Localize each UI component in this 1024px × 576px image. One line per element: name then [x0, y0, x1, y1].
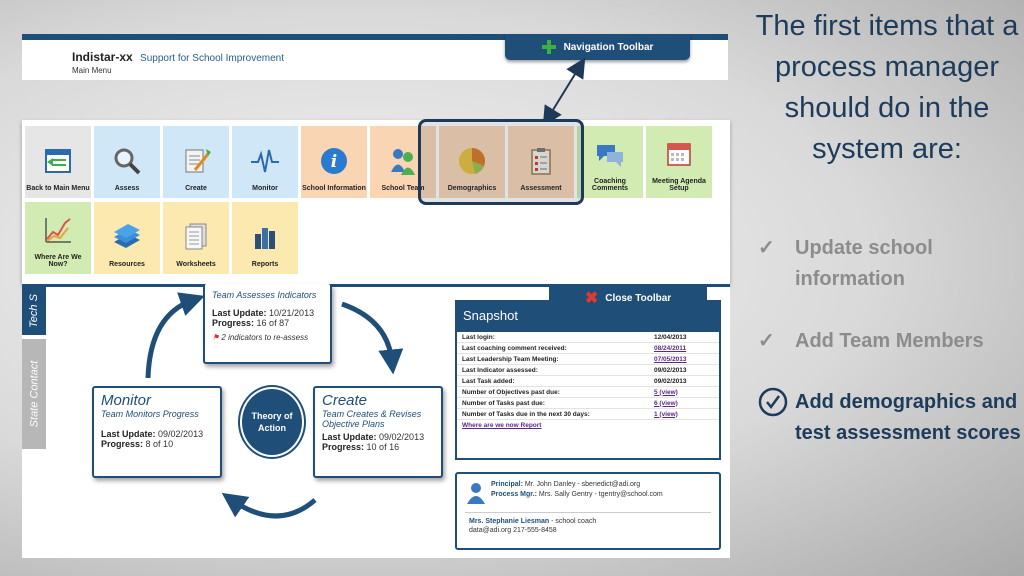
snapshot-row-value[interactable]: 1 (view)	[649, 409, 719, 420]
snapshot-row-label: Last coaching comment received:	[457, 343, 649, 354]
create-title: Create	[322, 392, 368, 409]
tile-label: Demographics	[447, 185, 497, 192]
label: Progress:	[322, 442, 365, 452]
contacts-panel	[455, 472, 721, 550]
snapshot-row	[457, 332, 719, 343]
principal-label: Principal:	[491, 481, 523, 488]
where-are-we-now-report-link[interactable]: Where are we now Report	[462, 422, 542, 429]
bullet-text: Update school information	[795, 237, 933, 290]
snapshot-row	[457, 354, 719, 365]
tile-label: School Team	[381, 185, 425, 192]
create-subtitle: Team Creates & Revises Objective Plans	[322, 409, 422, 429]
checkmark-icon: ✓	[758, 237, 775, 259]
tile-label: Resources	[109, 261, 145, 268]
assess-last-update: 10/21/2013	[269, 308, 315, 318]
theory-of-action-button[interactable]	[240, 387, 304, 457]
reassess-note[interactable]	[212, 333, 323, 342]
tile-label: Reports	[251, 261, 279, 268]
snapshot-row	[457, 398, 719, 409]
create-progress: 10 of 16	[366, 442, 400, 452]
checkmark-icon: ✓	[758, 330, 775, 352]
snapshot-row	[457, 376, 719, 387]
snapshot-row	[457, 387, 719, 398]
snapshot-row-label: Number of Tasks past due:	[457, 398, 649, 409]
snapshot-row-value: 12/04/2013	[649, 332, 719, 343]
state-contact-label: State Contact	[28, 360, 40, 428]
tile-label: Coaching Comments	[591, 178, 629, 192]
snapshot-row-value[interactable]: 6 (view)	[649, 398, 719, 409]
snapshot-row-label: Last Task added:	[457, 376, 649, 387]
snapshot-title: Snapshot	[457, 302, 719, 332]
navigation-toolbar-label: Navigation Toolbar	[563, 41, 654, 53]
coach-contact: data@adi.org 217-555-8458	[469, 527, 557, 534]
tech-tab-label: Tech S	[28, 294, 40, 328]
close-x-icon: ✖	[584, 290, 599, 307]
snapshot-row-label: Number of Objectives past due:	[457, 387, 649, 398]
tile-label: Where Are We Now?	[34, 254, 82, 268]
brand-name: Indistar-xx	[72, 50, 133, 64]
tile-label: Meeting Agenda Setup	[652, 178, 706, 192]
close-toolbar-label: Close Toolbar	[605, 292, 672, 304]
reassess-text: 2 indicators to re-assess	[221, 333, 309, 342]
monitor-title: Monitor	[101, 392, 152, 409]
snapshot-row-value[interactable]: 07/05/2013	[649, 354, 719, 365]
bullet-text: Add demographics and test assessment scores	[795, 391, 1021, 444]
label: Last Update:	[322, 432, 377, 442]
monitor-progress: 8 of 10	[145, 439, 174, 449]
snapshot-row-value[interactable]: 08/24/2011	[649, 343, 719, 354]
tile-label: School Information	[302, 185, 366, 192]
monitor-card[interactable]	[92, 386, 222, 478]
flag-icon: ⚑	[212, 333, 220, 342]
snapshot-row-value: 09/02/2013	[649, 365, 719, 376]
tile-label: Assessment	[520, 185, 562, 192]
principal-value: Mr. John Danley - sbenedict@adi.org	[524, 481, 641, 488]
process-manager-label: Process Mgr.:	[491, 491, 537, 498]
main-menu-link[interactable]: Main Menu	[72, 66, 112, 75]
label: Progress:	[101, 439, 144, 449]
label: Last Update:	[212, 308, 267, 318]
close-toolbar-button[interactable]	[549, 286, 707, 310]
bullet-text: Add Team Members	[795, 330, 984, 352]
tile-label: Assess	[114, 185, 140, 192]
tile-label: Back to Main Menu	[26, 185, 90, 192]
create-last-update: 09/02/2013	[379, 432, 425, 442]
snapshot-row-value: 09/02/2013	[649, 376, 719, 387]
person-icon	[467, 482, 485, 506]
brand-subtitle: Support for School Improvement	[140, 53, 284, 64]
process-manager-value: Mrs. Sally Gentry - tgentry@school.com	[538, 491, 663, 498]
label: Last Update:	[101, 429, 156, 439]
assess-card[interactable]	[203, 284, 332, 364]
tile-label: Worksheets	[176, 261, 216, 268]
theory-label: Theory of Action	[251, 411, 293, 433]
snapshot-row-label: Last Indicator assessed:	[457, 365, 649, 376]
snapshot-panel	[455, 300, 721, 460]
snapshot-row-label: Last login:	[457, 332, 649, 343]
coach-name: Mrs. Stephanie Liesman	[469, 518, 550, 525]
snapshot-row-label: Last Leadership Team Meeting:	[457, 354, 649, 365]
monitor-subtitle: Team Monitors Progress	[101, 409, 199, 419]
slide-title: The first items that a process manager should do in the system are:	[755, 10, 1019, 165]
coach-role: - school coach	[551, 518, 597, 525]
snapshot-row-label: Number of Tasks due in the next 30 days:	[457, 409, 649, 420]
circled-checkmark-icon	[758, 387, 790, 429]
snapshot-row	[457, 409, 719, 420]
tile-label: Create	[185, 185, 207, 192]
snapshot-table	[457, 332, 719, 420]
monitor-last-update: 09/02/2013	[158, 429, 204, 439]
snapshot-row	[457, 343, 719, 354]
assess-progress: 16 of 87	[256, 318, 290, 328]
create-card[interactable]	[313, 386, 443, 478]
assess-subtitle: Team Assesses Indicators	[212, 290, 317, 300]
svg-text:i: i	[330, 152, 338, 172]
tile-label: Monitor	[252, 185, 278, 192]
label: Progress:	[212, 318, 255, 328]
snapshot-row-value[interactable]: 5 (view)	[649, 387, 719, 398]
snapshot-row	[457, 365, 719, 376]
